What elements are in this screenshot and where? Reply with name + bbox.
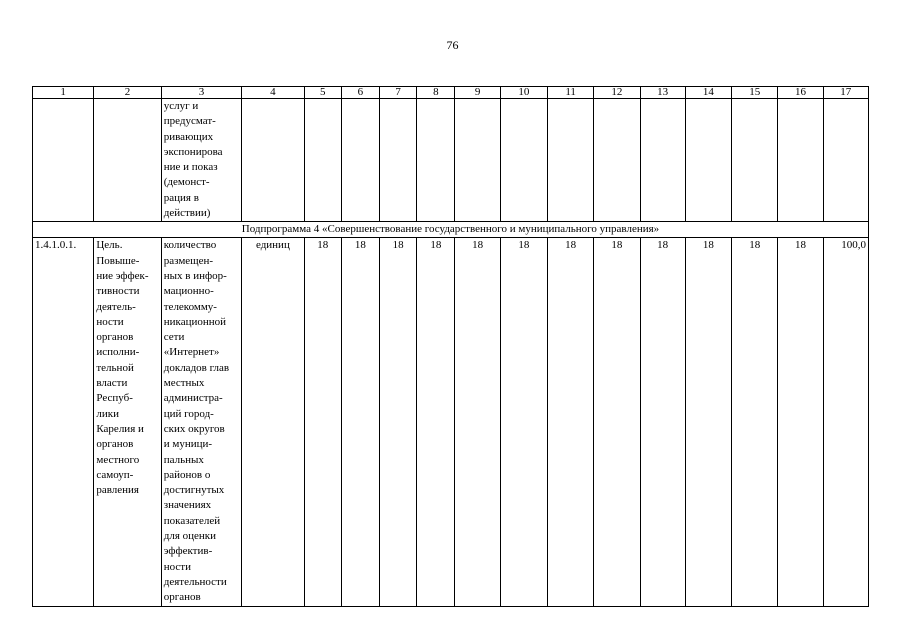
goal-line: равления — [96, 484, 139, 497]
goal-line: ние эффек- — [96, 269, 149, 282]
indicator-line: ций город- — [163, 407, 214, 420]
indicator-line: эффектив- — [163, 545, 213, 558]
indicator-line: достигнутых — [163, 484, 225, 497]
table-cell — [685, 99, 731, 222]
goal-line: местного — [96, 453, 140, 466]
indicator-line: никационной — [163, 315, 227, 328]
indicator-line: сети — [163, 331, 185, 344]
goal-line: власти — [96, 377, 128, 390]
indicator-line: пальных — [163, 453, 204, 466]
value-cell: 18 — [548, 238, 594, 606]
indicators-table — [32, 86, 869, 607]
goal-line: Повыше- — [96, 254, 140, 267]
table-cell — [640, 99, 685, 222]
indicator-line: телекомму- — [163, 300, 217, 313]
indicator-line: показателей — [163, 514, 221, 527]
goal-line: органов — [96, 331, 134, 344]
goal-line: Цель. — [96, 239, 123, 252]
header-cell: 9 — [455, 87, 500, 99]
header-cell: 16 — [778, 87, 823, 99]
indicator-line: районов о — [163, 468, 211, 481]
indicator-line: услуг и — [163, 100, 199, 112]
goal-line: тивности — [96, 285, 140, 298]
indicator-line: размещен- — [163, 254, 214, 267]
header-cell: 1 — [33, 87, 94, 99]
header-cell: 11 — [548, 87, 594, 99]
header-cell: 8 — [417, 87, 455, 99]
table-cell — [823, 99, 868, 222]
table-cell — [417, 99, 455, 222]
table-cell — [33, 99, 94, 222]
header-cell: 15 — [732, 87, 778, 99]
header-cell: 4 — [242, 87, 304, 99]
table-cell — [548, 99, 594, 222]
header-cell: 3 — [161, 87, 241, 99]
goal-line: ности — [96, 315, 124, 328]
table-cell — [341, 99, 379, 222]
value-cell: 18 — [500, 238, 547, 606]
header-cell: 12 — [594, 87, 640, 99]
value-cell: 18 — [640, 238, 685, 606]
indicator-line: мационно- — [163, 285, 214, 298]
indicator-line: администра- — [163, 392, 223, 405]
indicator-cell — [161, 99, 241, 222]
value-cell: 18 — [380, 238, 417, 606]
header-cell: 6 — [341, 87, 379, 99]
goal-line: Карелия и — [96, 422, 144, 435]
value-cell: 18 — [341, 238, 379, 606]
goal-line: деятель- — [96, 300, 136, 313]
table-cell — [455, 99, 500, 222]
indicator-line: для оценки — [163, 530, 217, 543]
table-cell — [304, 99, 341, 222]
indicator-line: местных — [163, 377, 205, 390]
goal-line: тельной — [96, 361, 134, 374]
code-cell: 1.4.1.0.1. — [33, 238, 94, 606]
indicator-line: ние и показ — [163, 161, 218, 174]
indicator-line: рация в — [163, 191, 199, 204]
value-cell: 18 — [594, 238, 640, 606]
indicator-line: экспонирова — [163, 145, 223, 158]
indicator-line: ности — [163, 560, 191, 573]
value-cell: 18 — [778, 238, 823, 606]
table-cell — [778, 99, 823, 222]
indicator-line: «Интернет» — [163, 346, 220, 359]
indicator-line: действии) — [163, 207, 211, 220]
header-cell: 14 — [685, 87, 731, 99]
goal-line: лики — [96, 407, 119, 420]
table-row — [33, 238, 869, 606]
indicator-line: (демонст- — [163, 176, 210, 189]
header-cell: 17 — [823, 87, 868, 99]
page-number: 76 — [446, 38, 459, 52]
unit-cell: единиц — [242, 238, 304, 606]
value-cell: 18 — [685, 238, 731, 606]
table-row — [33, 99, 869, 222]
value-cell: 18 — [732, 238, 778, 606]
indicator-cell — [161, 238, 241, 606]
goal-line: исполни- — [96, 346, 140, 359]
header-cell: 13 — [640, 87, 685, 99]
table-cell — [380, 99, 417, 222]
header-cell: 2 — [94, 87, 161, 99]
indicator-line: деятельности — [163, 575, 227, 588]
table-cell — [594, 99, 640, 222]
table-cell — [94, 99, 161, 222]
value-cell: 18 — [304, 238, 341, 606]
goal-line: Респуб- — [96, 392, 133, 405]
header-cell: 10 — [500, 87, 547, 99]
indicator-line: ных в инфор- — [163, 269, 227, 282]
indicator-line: и муници- — [163, 438, 213, 451]
value-cell: 18 — [417, 238, 455, 606]
goal-cell — [94, 238, 161, 606]
header-cell: 7 — [380, 87, 417, 99]
indicator-line: количество — [163, 239, 217, 252]
goal-line: органов — [96, 438, 134, 451]
indicator-line: значениях — [163, 499, 212, 512]
goal-line: самоуп- — [96, 468, 134, 481]
table-cell — [242, 99, 304, 222]
indicator-line: предусмат- — [163, 115, 216, 128]
table-cell — [500, 99, 547, 222]
subprogram-row — [33, 222, 869, 238]
indicator-line: докладов глав — [163, 361, 230, 374]
table-cell — [732, 99, 778, 222]
header-row — [33, 87, 869, 99]
indicator-line: органов — [163, 591, 201, 604]
indicator-line: ских округов — [163, 422, 225, 435]
header-cell: 5 — [304, 87, 341, 99]
subprogram-title: Подпрограмма 4 «Совершенствование государственного и муниципального управления» — [33, 222, 869, 238]
value-cell: 100,0 — [823, 238, 868, 606]
value-cell: 18 — [455, 238, 500, 606]
indicator-line: ривающих — [163, 130, 214, 143]
